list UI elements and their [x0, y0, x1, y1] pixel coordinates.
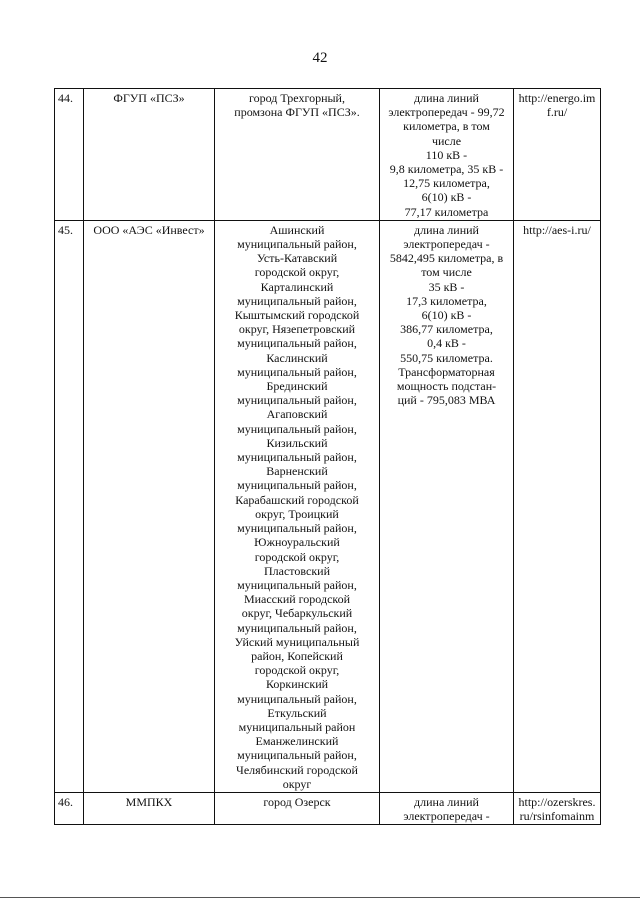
website-link[interactable]: http://energo.im f.ru/: [514, 89, 601, 221]
territory-cell: город Озерск: [215, 792, 380, 824]
row-number-cell: 44.: [55, 89, 84, 221]
territory-cell: город Трехгорный, промзона ФГУП «ПСЗ».: [215, 89, 380, 221]
website-link[interactable]: http://ozerskres. ru/rsinfomainm: [514, 792, 601, 824]
line-length-cell: длина линий электропередач - 99,72 километра, в том числе 110 кВ - 9,8 километра, 35 кВ - 12,75 километра, 6(10) кВ - 77,17 километра: [380, 89, 514, 221]
table-row: [55, 220, 601, 792]
bottom-divider: [0, 897, 640, 898]
page-number: 42: [312, 50, 328, 66]
organization-cell: ООО «АЭС «Инвест»: [84, 220, 215, 792]
website-link[interactable]: http://aes-i.ru/: [514, 220, 601, 792]
table-row: [55, 89, 601, 221]
territory-cell: Ашинский муниципальный район, Усть-Катавский городской округ, Карталинский муниципальный район, Кыштымский городской округ, Нязепетровский муниципальный район, Каслинский муниципальный район, Брединский муниципальный район, Агаповский муниципальный район, Кизильский муниципальный район, Варненский муниципальный район, Карабашский городской округ, Троицкий муниципальный район, Южноуральский городской округ, Пластовский муниципальный район, Миасский городской округ, Чебаркульский муниципальный район, Уйский муниципальный район, Копейский городской округ, Коркинский муниципальный район, Еткульский муниципальный район Еманжелинский муниципальный район, Челябинский городской округ: [215, 220, 380, 792]
line-length-cell: длина линий электропередач - 5842,495 километра, в том числе 35 кВ - 17,3 километра, 6(10) кВ - 386,77 километра, 0,4 кВ - 550,75 километра. Трансформаторная мощность подстан- ций - 795,083 МВА: [380, 220, 514, 792]
table-row: [55, 792, 601, 824]
row-number-cell: 46.: [55, 792, 84, 824]
row-number-cell: 45.: [55, 220, 84, 792]
organization-cell: ММПКХ: [84, 792, 215, 824]
grid-organizations-table: [54, 88, 601, 825]
organization-cell: ФГУП «ПСЗ»: [84, 89, 215, 221]
line-length-cell: длина линий электропередач -: [380, 792, 514, 824]
